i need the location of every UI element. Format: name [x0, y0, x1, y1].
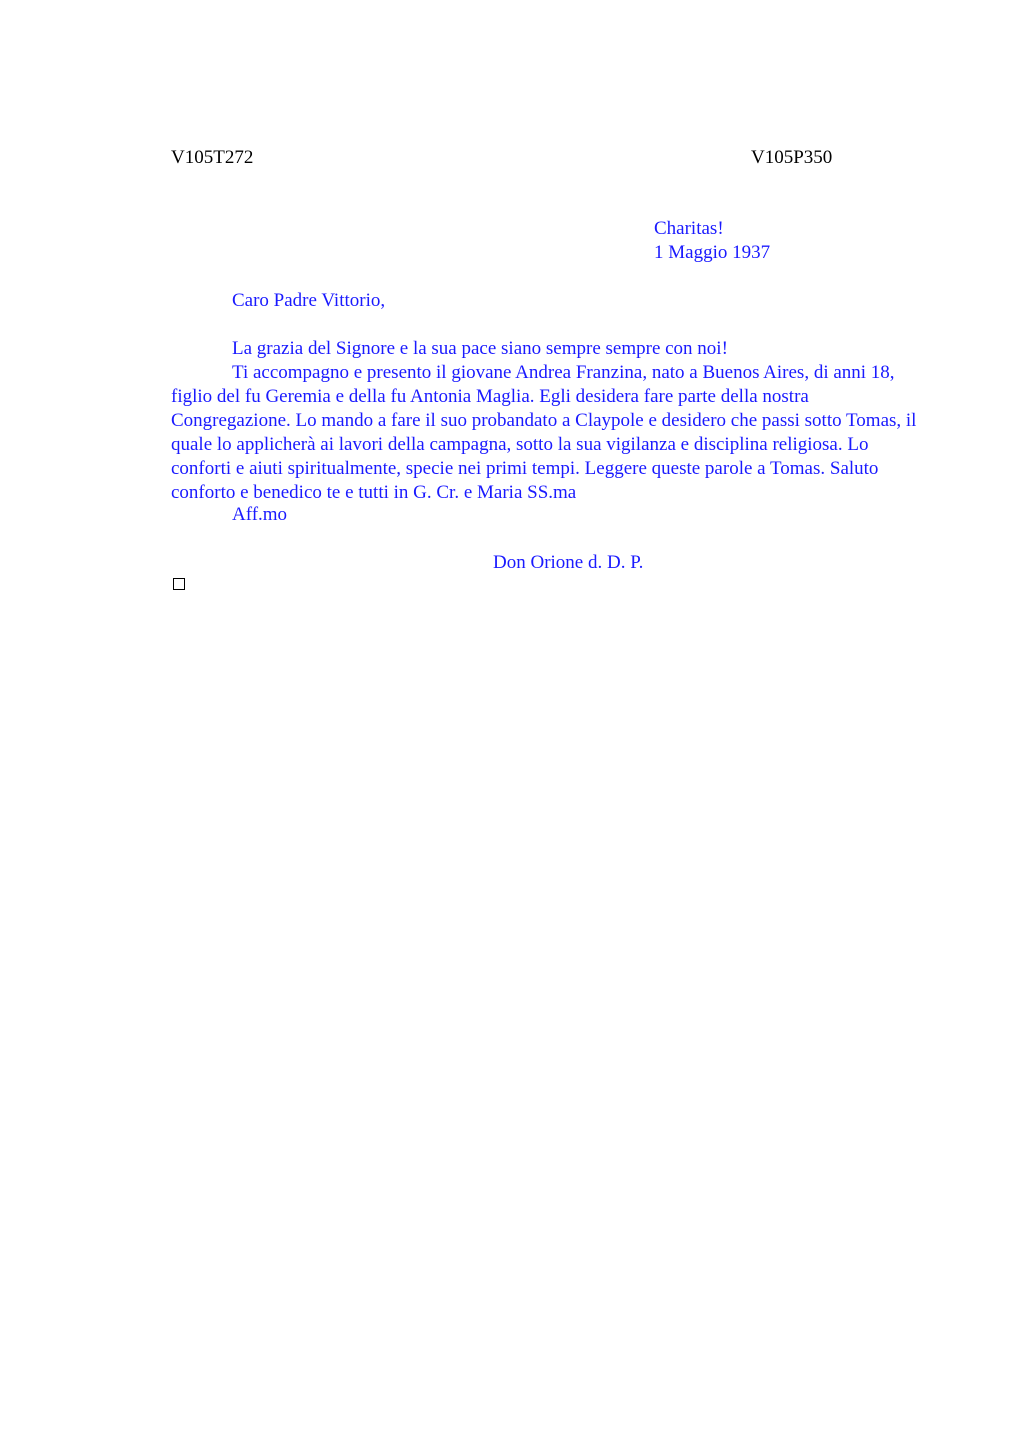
- letter-closing: Aff.mo: [232, 504, 288, 525]
- letter-signature: Don Orione d. D. P.: [493, 552, 644, 573]
- empty-checkbox-icon: [173, 578, 185, 590]
- document-code-left: V105T272: [171, 147, 254, 168]
- letter-greeting: La grazia del Signore e la sua pace siano sempre sempre con noi!: [232, 338, 728, 359]
- letter-date: 1 Maggio 1937: [654, 242, 771, 263]
- letter-salutation: Caro Padre Vittorio,: [232, 290, 386, 311]
- letter-body: [171, 337, 931, 505]
- document-code-right: V105P350: [751, 147, 833, 168]
- letter-motto: Charitas!: [654, 218, 724, 239]
- letter-paragraph: Ti accompagno e presento il giovane Andrea Franzina, nato a Buenos Aires, di anni 18, figlio del fu Geremia e della fu Antonia Maglia. Egli desidera fare parte della nostra Congregazione. Lo mando a fare il suo probandato a Claypole e desidero che passi sotto Tomas, il quale lo applicherà ai lavori della campagna, sotto la sua vigilanza e disciplina religiosa. Lo conforti e aiuti spiritualmente, specie nei primi tempi. Leggere queste parole a Tomas. Saluto conforto e benedico te e tutti in G. Cr. e Maria SS.ma: [171, 362, 917, 503]
